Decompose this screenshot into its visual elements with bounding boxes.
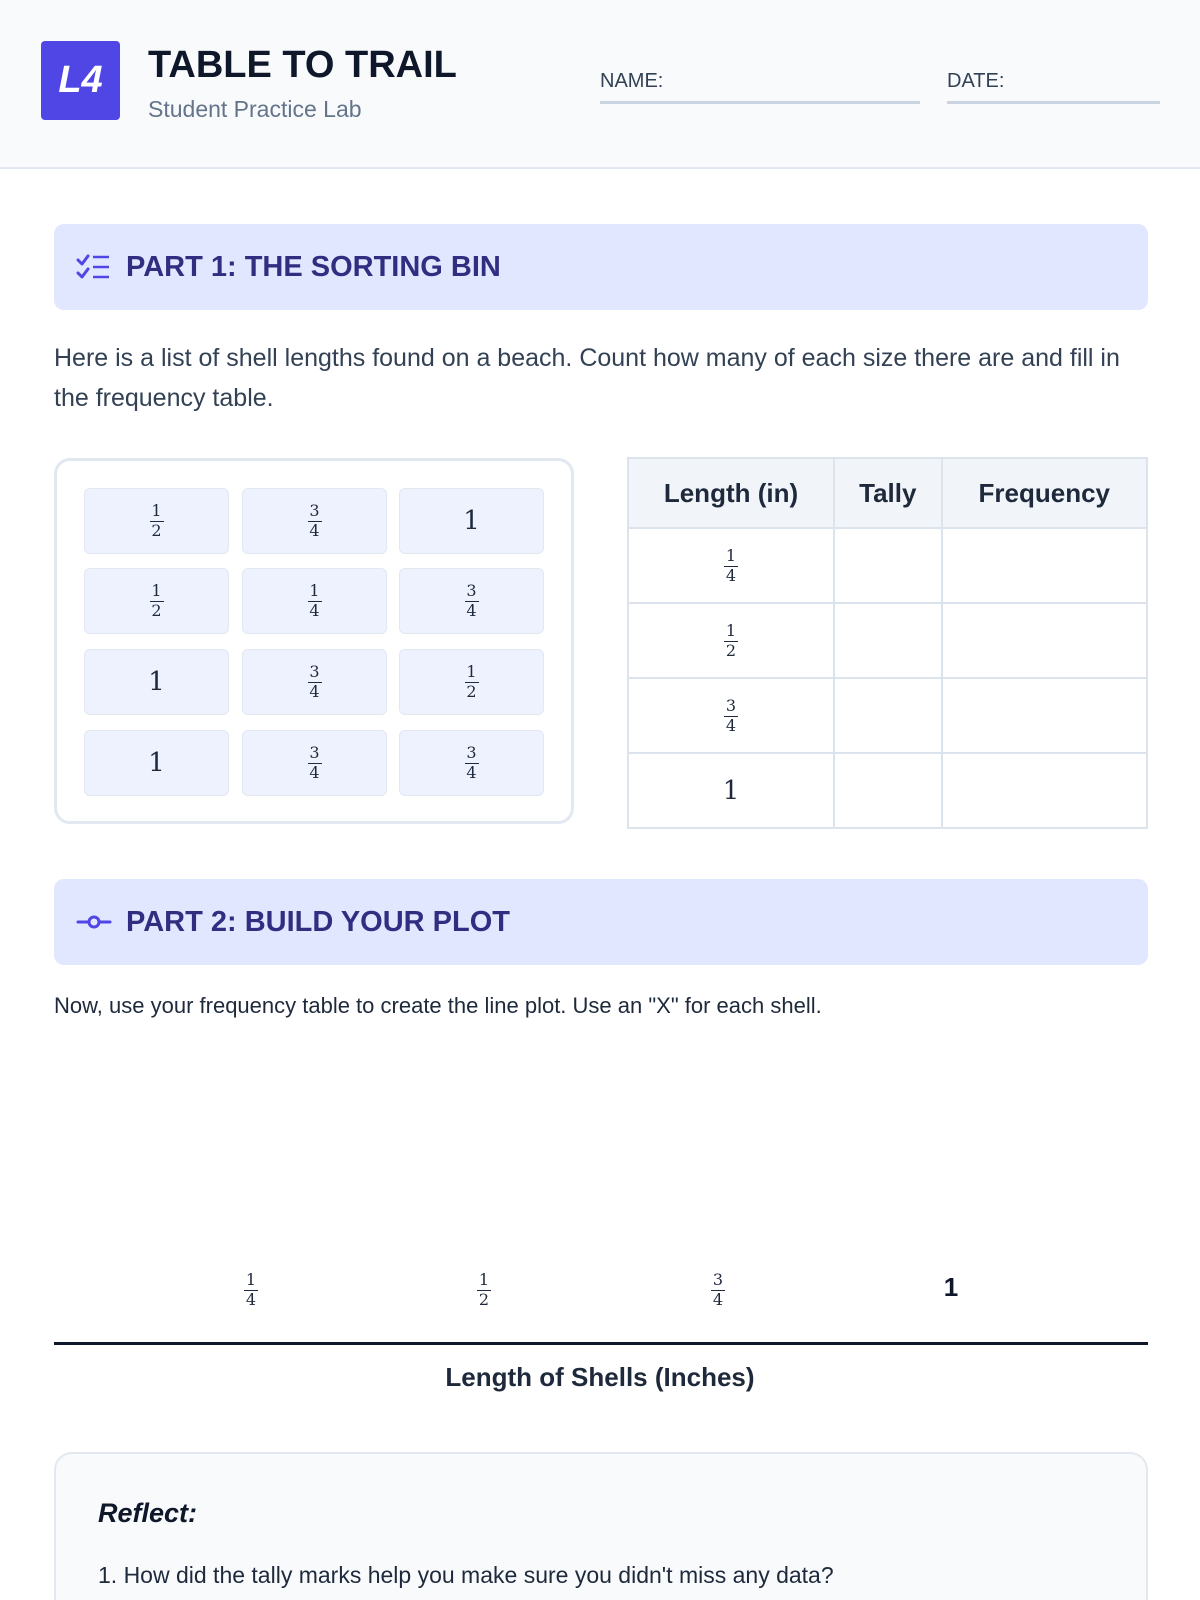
fraction: $\frac{3}{4}$ xyxy=(466,581,477,620)
table-row xyxy=(628,528,1147,603)
fraction: $\frac{1}{4}$ xyxy=(309,581,320,620)
part2-banner xyxy=(54,879,1148,965)
checklist-icon xyxy=(76,252,112,282)
shell-length-chip xyxy=(399,649,544,715)
column-header-tally: Tally xyxy=(834,458,942,528)
whole-number: 1 xyxy=(722,775,740,806)
shell-length-chip xyxy=(242,568,387,634)
part1-instructions: Here is a list of shell lengths found on a beach. Count how many of each size there are and fill in the frequency table. xyxy=(54,344,1120,412)
fraction: $\frac{3}{4}$ xyxy=(712,1270,724,1309)
table-row xyxy=(628,603,1147,678)
shell-length-chip xyxy=(84,730,229,796)
commit-node-icon xyxy=(76,907,112,937)
whole-number: 1 xyxy=(148,667,165,697)
tally-cell[interactable] xyxy=(834,603,942,678)
fraction: $\frac{3}{4}$ xyxy=(309,662,320,701)
number-line xyxy=(54,1342,1148,1345)
name-label: NAME: xyxy=(600,70,664,92)
tally-cell[interactable] xyxy=(834,678,942,753)
page-title: TABLE TO TRAIL xyxy=(148,44,457,86)
axis-tick-label xyxy=(477,1272,491,1308)
part1-title: PART 1: THE SORTING BIN xyxy=(126,250,501,283)
length-cell xyxy=(628,753,834,828)
fraction: $\frac{1}{2}$ xyxy=(151,581,162,620)
sorting-bin xyxy=(54,458,574,824)
shell-length-chip xyxy=(84,568,229,634)
fraction: $\frac{1}{2}$ xyxy=(151,501,162,540)
length-cell xyxy=(628,678,834,753)
part2-title: PART 2: BUILD YOUR PLOT xyxy=(126,905,510,938)
shell-length-chip xyxy=(84,488,229,554)
axis-tick-label xyxy=(944,1272,958,1303)
length-cell xyxy=(628,528,834,603)
lesson-logo: L4 xyxy=(41,41,120,120)
fraction: $\frac{1}{2}$ xyxy=(478,1270,490,1309)
tally-cell[interactable] xyxy=(834,528,942,603)
whole-number: 1 xyxy=(463,506,480,536)
axis-title: Length of Shells (Inches) xyxy=(445,1362,755,1392)
shell-length-chip xyxy=(242,649,387,715)
name-field[interactable] xyxy=(600,70,920,104)
frequency-cell[interactable] xyxy=(942,678,1147,753)
shell-length-chip xyxy=(399,488,544,554)
frequency-cell[interactable] xyxy=(942,603,1147,678)
shell-length-chip xyxy=(84,649,229,715)
shell-length-chip xyxy=(242,488,387,554)
tally-cell[interactable] xyxy=(834,753,942,828)
fraction: $\frac{1}{2}$ xyxy=(466,662,477,701)
fraction: $\frac{1}{2}$ xyxy=(725,620,737,660)
worksheet-header xyxy=(0,0,1200,169)
page-subtitle: Student Practice Lab xyxy=(148,96,362,122)
fraction: $\frac{3}{4}$ xyxy=(309,743,320,782)
length-cell xyxy=(628,603,834,678)
date-label: DATE: xyxy=(947,70,1005,92)
date-field[interactable] xyxy=(947,70,1160,104)
shell-length-chip xyxy=(242,730,387,796)
part2-instructions: Now, use your frequency table to create the line plot. Use an "X" for each shell. xyxy=(54,993,822,1018)
fraction: $\frac{1}{4}$ xyxy=(725,545,737,585)
axis-tick-label xyxy=(711,1272,725,1308)
fraction: $\frac{3}{4}$ xyxy=(309,501,320,540)
line-plot-area[interactable] xyxy=(54,1040,1148,1340)
shell-length-chip xyxy=(399,568,544,634)
frequency-cell[interactable] xyxy=(942,528,1147,603)
axis-tick-label xyxy=(244,1272,258,1308)
frequency-table xyxy=(627,457,1148,829)
fraction: $\frac{3}{4}$ xyxy=(466,743,477,782)
part1-banner xyxy=(54,224,1148,310)
reflect-question-1: 1. How did the tally marks help you make sure you didn't miss any data? xyxy=(98,1562,834,1588)
reflect-box xyxy=(54,1452,1148,1600)
table-row xyxy=(628,678,1147,753)
whole-number: 1 xyxy=(943,1272,959,1302)
shell-length-chip xyxy=(399,730,544,796)
whole-number: 1 xyxy=(148,748,165,778)
fraction: $\frac{3}{4}$ xyxy=(725,695,737,735)
table-row xyxy=(628,753,1147,828)
reflect-title: Reflect: xyxy=(98,1498,198,1528)
frequency-cell[interactable] xyxy=(942,753,1147,828)
column-header-frequency: Frequency xyxy=(942,458,1147,528)
column-header-length: Length (in) xyxy=(628,458,834,528)
fraction: $\frac{1}{4}$ xyxy=(245,1270,257,1309)
